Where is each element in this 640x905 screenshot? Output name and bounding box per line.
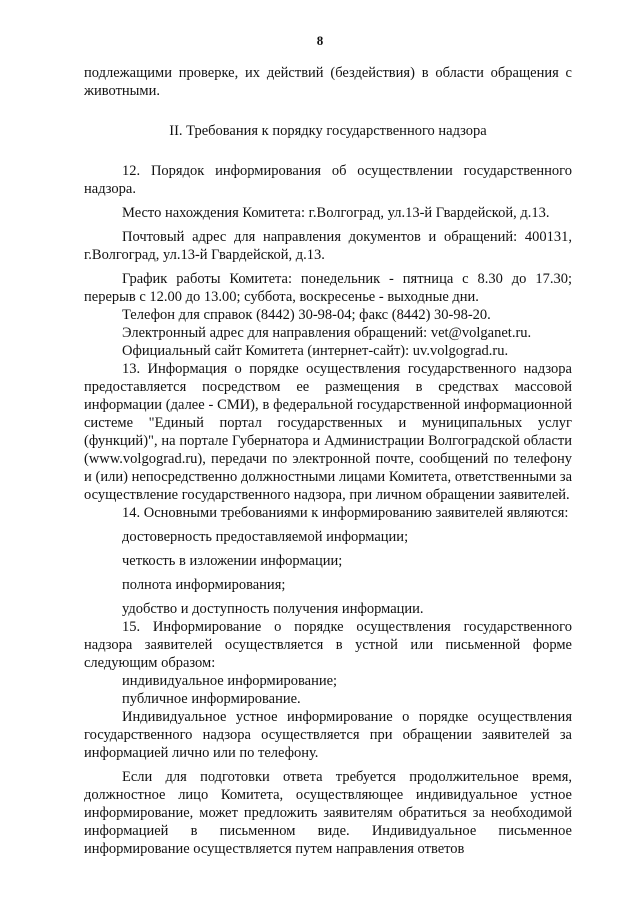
- list-item: достоверность предоставляемой информации;: [122, 529, 409, 545]
- paragraph-12: 12. Порядок информирования об осуществлении государственного надзора.: [84, 163, 572, 197]
- list-item: индивидуальное информирование;: [122, 673, 338, 689]
- list-item: удобство и доступность получения информации.: [122, 601, 424, 617]
- paragraph-schedule: График работы Комитета: понедельник - пятница с 8.30 до 17.30; перерыв с 12.00 до 13.00; суббота, воскресенье - выходные дни.: [84, 271, 572, 305]
- paragraph-website: Официальный сайт Комитета (интернет-сайт): uv.volgograd.ru.: [122, 343, 509, 359]
- paragraph-14: 14. Основными требованиями к информированию заявителей являются:: [122, 505, 569, 521]
- paragraph-15: 15. Информирование о порядке осуществления государственного надзора заявителей осуществляется в устной или письменной форме следующим образом:: [84, 619, 572, 671]
- paragraph-individual-oral: Индивидуальное устное информирование о порядке осуществления государственного надзора осуществляется при обращении заявителей за информацией лично или по телефону.: [84, 709, 572, 761]
- list-item: публичное информирование.: [122, 691, 301, 707]
- page-body: [84, 64, 572, 858]
- list-item: четкость в изложении информации;: [122, 553, 343, 569]
- paragraph-long-time: Если для подготовки ответа требуется продолжительное время, должностное лицо Комитета, осуществляющее индивидуальное устное информирование, может предложить заявителям обратиться за необходимой информацией в письменном виде. Индивидуальное письменное информирование осуществляется путем направления ответов: [84, 769, 572, 857]
- list-item: полнота информирования;: [122, 577, 286, 593]
- section-heading: II. Требования к порядку государственного надзора: [169, 123, 487, 139]
- page-number: 8: [316, 33, 324, 48]
- paragraph-location: Место нахождения Комитета: г.Волгоград, ул.13-й Гвардейской, д.13.: [122, 205, 550, 221]
- paragraph-continuation: подлежащими проверке, их действий (бездействия) в области обращения с животными.: [84, 65, 572, 99]
- paragraph-postal-address: Почтовый адрес для направления документов и обращений: 400131, г.Волгоград, ул.13-й Гвардейской, д.13.: [84, 229, 572, 263]
- paragraph-13: 13. Информация о порядке осуществления государственного надзора предоставляется посредством ее размещения в средствах массовой информации (далее - СМИ), в федеральной государственной информационной системе "Единый портал государственных и муниципальных услуг (функций)", на портале Губернатора и Администрации Волгоградской области (www.volgograd.ru), передачи по электронной почте, сообщений по телефону и (или) непосредственно должностными лицами Комитета, ответственными за осуществление государственного надзора, при личном обращении заявителей.: [84, 361, 572, 503]
- paragraph-phone: Телефон для справок (8442) 30-98-04; факс (8442) 30-98-20.: [122, 307, 491, 323]
- paragraph-email: Электронный адрес для направления обращений: vet@volganet.ru.: [122, 325, 532, 341]
